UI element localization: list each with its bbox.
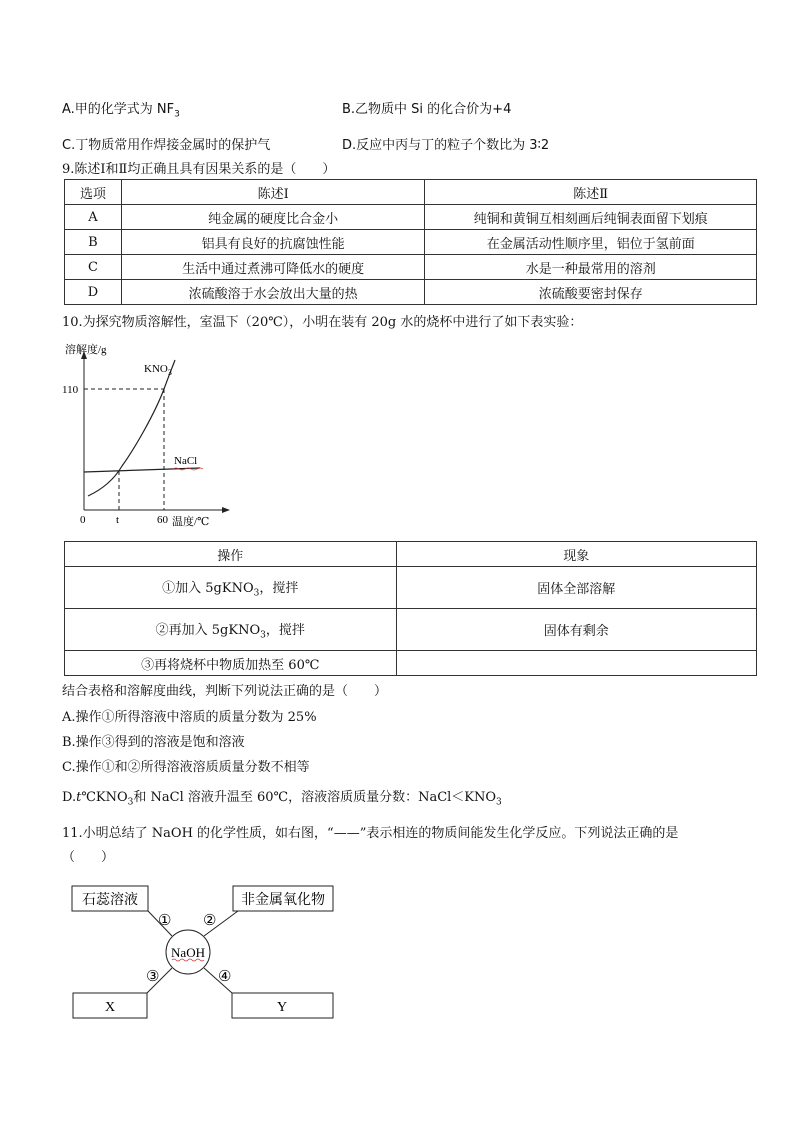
q8-option-a	[62, 98, 180, 120]
q10-op-2	[65, 609, 397, 651]
q10-header-operation: 操作	[65, 542, 397, 567]
table-row	[65, 651, 757, 676]
q9-cell: C	[65, 255, 122, 280]
naoh-diagram	[70, 882, 340, 1024]
q8-option-a-text: A.甲的化学式为 NF	[62, 102, 175, 117]
box-y-label: Y	[276, 1000, 288, 1015]
q9-cell: 纯金属的硬度比合金小	[121, 205, 425, 230]
q9-cell: 浓硫酸溶于水会放出大量的热	[121, 280, 425, 305]
q10-result-2: 固体有剩余	[396, 609, 756, 651]
table-row	[65, 255, 757, 280]
q10-option-a: A.操作①所得溶液中溶质的质量分数为 25%	[62, 710, 317, 725]
q9-cell: 生活中通过煮沸可降低水的硬度	[121, 255, 425, 280]
q9-cell: 纯铜和黄铜互相刻画后纯铜表面留下划痕	[425, 205, 757, 230]
q10-table-header	[65, 542, 757, 567]
table-row	[65, 280, 757, 305]
nacl-label: NaCl	[174, 455, 198, 467]
q10-option-d-sub1: 3	[127, 797, 134, 808]
q10-op-1-sub: 3	[253, 588, 260, 599]
label-3: ③	[146, 969, 160, 985]
q10-op-2-sub: 3	[260, 630, 266, 641]
q11-stem-line1: 11.小明总结了 NaOH 的化学性质，如右图，“——”表示相连的物质间能发生化学反应。下列说法正确的是	[62, 826, 679, 841]
q10-op-2-text: ②再加入 5gKNO	[155, 622, 261, 638]
q10-option-d-prefix: D.	[62, 790, 77, 805]
q10-option-d-sub2: 3	[496, 797, 502, 808]
label-1: ①	[158, 913, 172, 929]
x-axis-arrow	[222, 507, 230, 513]
q9-header-option: 选项	[65, 180, 122, 205]
q10-option-d-t: t	[76, 790, 82, 805]
label-2: ②	[203, 913, 217, 929]
y-tick-110: 110	[62, 384, 79, 396]
q10-stem: 10.为探究物质溶解性，室温下（20℃），小明在装有 20g 水的烧杯中进行了如下表实验：	[62, 315, 583, 330]
q9-header-statement-1: 陈述Ⅰ	[121, 180, 425, 205]
q10-table	[64, 541, 757, 676]
x-tick-t: t	[116, 514, 120, 526]
q10-result-1: 固体全部溶解	[396, 567, 756, 609]
q9-header-statement-2: 陈述Ⅱ	[425, 180, 757, 205]
q10-op-3-text: ③再将烧杯中物质加热至 60℃	[141, 657, 320, 673]
box-x-label: X	[104, 1000, 116, 1015]
q8-option-b: B.乙物质中 Si 的化合价为+4	[342, 102, 512, 117]
q9-stem: 9.陈述Ⅰ和Ⅱ均正确且具有因果关系的是（ ）	[62, 162, 336, 177]
q10-question: 结合表格和溶解度曲线，判断下列说法正确的是（ ）	[62, 684, 388, 699]
table-row	[65, 567, 757, 609]
q9-cell: D	[65, 280, 122, 305]
q10-op-1	[65, 567, 397, 609]
table-row	[65, 609, 757, 651]
chart-ylabel: 溶解度/g	[65, 344, 107, 356]
chart-xlabel: 温度/℃	[172, 516, 210, 528]
q10-op-2-post: ，搅拌	[265, 622, 305, 638]
q9-cell: 水是一种最常用的溶剂	[425, 255, 757, 280]
box-litmus-label: 石蕊溶液	[82, 893, 138, 908]
q11-stem-line2: （ ）	[62, 850, 115, 865]
q9-cell: 在金属活动性顺序里，铝位于氢前面	[425, 230, 757, 255]
q9-cell: 浓硫酸要密封保存	[425, 280, 757, 305]
q10-header-phenomenon: 现象	[396, 542, 756, 567]
q10-option-d-text: 和 NaCl 溶液升温至 60℃，溶液溶质质量分数：NaCl＜KNO	[133, 790, 497, 805]
chart-origin: 0	[80, 514, 86, 526]
q9-table-header	[65, 180, 757, 205]
label-4: ④	[218, 969, 232, 985]
q9-table	[64, 179, 757, 305]
q8-option-a-sub: 3	[174, 109, 180, 120]
q10-option-d	[62, 786, 502, 808]
naoh-label: NaOH	[171, 945, 205, 960]
kno3-label: $KNO_3$	[144, 363, 172, 377]
q10-op-3	[65, 651, 397, 676]
q8-option-c: C.丁物质常用作焊接金属时的保护气	[62, 138, 271, 153]
q10-op-1-post: ，搅拌	[259, 580, 299, 596]
box-nonmetal-oxide-label: 非金属氧化物	[241, 893, 325, 908]
x-tick-60: 60	[157, 514, 168, 526]
table-row	[65, 205, 757, 230]
q10-option-c: C.操作①和②所得溶液溶质质量分数不相等	[62, 760, 310, 775]
table-row	[65, 230, 757, 255]
q10-op-1-text: ①加入 5gKNO	[162, 580, 254, 596]
q10-option-b: B.操作③得到的溶液是饱和溶液	[62, 735, 245, 750]
q10-option-d-kno3: ℃KNO	[81, 790, 128, 805]
q9-cell: B	[65, 230, 122, 255]
q9-cell: 铝具有良好的抗腐蚀性能	[121, 230, 425, 255]
kno3-curve	[88, 360, 175, 496]
q8-option-d: D.反应中丙与丁的粒子个数比为 3∶2	[342, 138, 550, 153]
solubility-chart	[60, 338, 230, 530]
q10-result-3	[396, 651, 756, 676]
q9-cell: A	[65, 205, 122, 230]
